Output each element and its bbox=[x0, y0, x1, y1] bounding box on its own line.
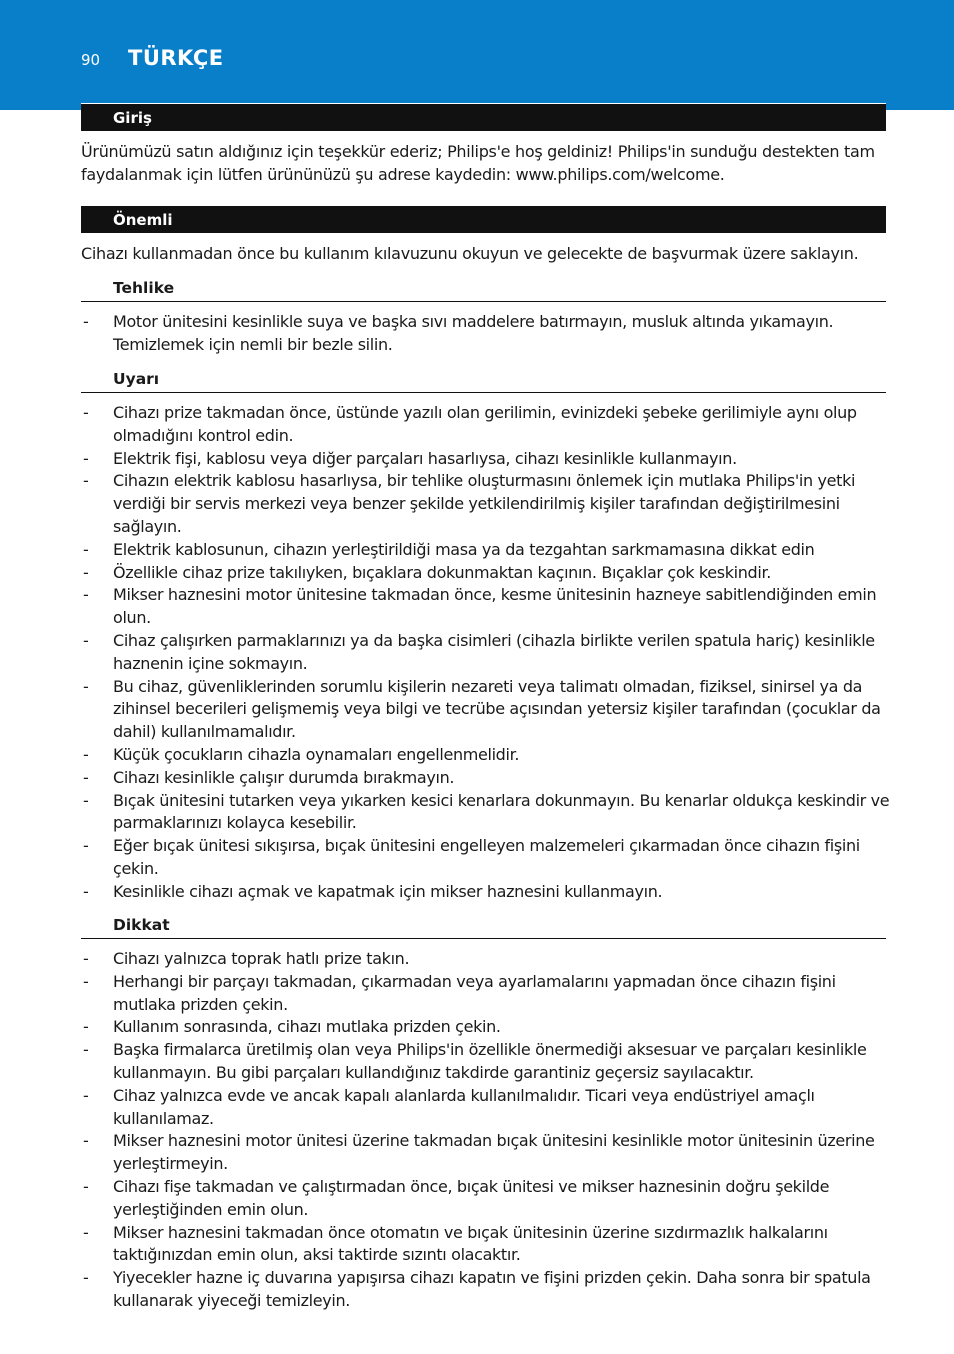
list-item-text: Cihazı prize takmadan önce, üstünde yazılı olan gerilimin, evinizdeki şebeke gerilimiyle aynı olup olmadığını kontrol edin. bbox=[113, 403, 857, 445]
list-item bbox=[81, 790, 891, 836]
list-item-text: Kullanım sonrasında, cihazı mutlaka prizden çekin. bbox=[113, 1017, 501, 1037]
bullet-dash: - bbox=[83, 403, 89, 422]
subheading-danger bbox=[81, 277, 886, 302]
bullet-dash: - bbox=[83, 1040, 89, 1060]
bullet-dash: - bbox=[83, 767, 89, 787]
list-item-text: Herhangi bir parçayı takmadan, çıkarmadan veya ayarlamalarını yapmadan önce cihazın fişini mutlaka prizden çekin. bbox=[113, 971, 836, 1014]
list-item bbox=[81, 402, 891, 448]
list-item bbox=[81, 744, 891, 767]
bullet-dash: - bbox=[83, 971, 89, 991]
list-item bbox=[81, 630, 891, 676]
list-item-text: Küçük çocukların cihazla oynamaları engellenmelidir. bbox=[113, 744, 520, 764]
list-item bbox=[81, 448, 891, 471]
list-item bbox=[81, 1176, 891, 1222]
subheading-danger-label: Tehlike bbox=[113, 279, 175, 297]
section-bar-important bbox=[81, 205, 886, 233]
list-item-text: Cihazın elektrik kablosu hasarlıysa, bir tehlike oluşturmasını önlemek için mutlaka Philips'in yetki verdiği bir servis merkezi veya benzer şekilde yetkilendirilmiş kişiler tarafından değiştirilmesini sağlayın. bbox=[113, 471, 856, 536]
subheading-warning bbox=[81, 368, 886, 393]
list-item bbox=[81, 1130, 891, 1176]
bullet-dash: - bbox=[83, 1222, 89, 1242]
bullet-dash: - bbox=[83, 448, 89, 468]
list-item-text: Cihazı fişe takmadan ve çalıştırmadan önce, bıçak ünitesi ve mikser haznesinin doğru şekilde yerleştiğinden emin olun. bbox=[113, 1176, 830, 1219]
list-item-text: Özellikle cihaz prize takılıyken, bıçaklara dokunmaktan kaçının. Bıçaklar çok keskindir. bbox=[113, 562, 771, 582]
bullet-dash: - bbox=[83, 312, 89, 331]
bullet-dash: - bbox=[83, 744, 89, 764]
list-item-text: Cihaz çalışırken parmaklarınızı ya da başka cisimleri (cihazla birlikte verilen spatula hariç) kesinlikle haznenin içine sokmayın. bbox=[113, 630, 875, 673]
list-item-text: Cihazı kesinlikle çalışır durumda bırakmayın. bbox=[113, 767, 455, 787]
danger-list bbox=[81, 311, 891, 357]
subheading-caution bbox=[81, 914, 886, 939]
list-item bbox=[81, 470, 891, 538]
list-item bbox=[81, 767, 891, 790]
list-item bbox=[81, 311, 891, 357]
list-item bbox=[81, 1222, 891, 1268]
page-number: 90 bbox=[81, 51, 101, 69]
list-item bbox=[81, 1016, 891, 1039]
list-item-text: Cihazı yalnızca toprak hatlı prize takın. bbox=[113, 949, 410, 968]
list-item-text: Bu cihaz, güvenliklerinden sorumlu kişilerin nezareti veya talimatı olmadan, fiziksel, sinirsel ya da zihinsel becerileri gelişmemiş veya bilgi ve tecrübe açısından yetersiz kişiler tarafından (çocuklar da dahil) kullanılmamalıdır. bbox=[113, 676, 881, 742]
subheading-warning-label: Uyarı bbox=[113, 370, 160, 388]
section-title-important: Önemli bbox=[113, 211, 173, 229]
bullet-dash: - bbox=[83, 1131, 89, 1151]
section-title-intro: Giriş bbox=[113, 109, 152, 127]
bullet-dash: - bbox=[83, 562, 89, 582]
list-item bbox=[81, 584, 891, 630]
important-paragraph: Cihazı kullanmadan önce bu kullanım kılavuzunu okuyun ve gelecekte de başvurmak üzere saklayın. bbox=[81, 244, 859, 263]
list-item-text: Bıçak ünitesini tutarken veya yıkarken kesici kenarlara dokunmayın. Bu kenarlar oldukça keskindir ve parmaklarınızı kolayca kesebilir. bbox=[113, 790, 890, 833]
list-item bbox=[81, 835, 891, 881]
list-item-text: Yiyecekler hazne iç duvarına yapışırsa cihazı kapatın ve fişini prizden çekin. Daha sonra bir spatula kullanarak yiyeceği temizleyin. bbox=[113, 1268, 871, 1310]
list-item-text: Elektrik kablosunun, cihazın yerleştirildiği masa ya da tezgahtan sarkmamasına dikkat edin bbox=[113, 539, 815, 559]
list-item-text: Mikser haznesini takmadan önce otomatın ve bıçak ünitesinin üzerine sızdırmazlık halkalarını taktığınızdan emin olun, aksi taktirde sızıntı olacaktır. bbox=[113, 1222, 828, 1265]
bullet-dash: - bbox=[83, 471, 89, 491]
list-item bbox=[81, 562, 891, 585]
bullet-dash: - bbox=[83, 539, 89, 559]
bullet-dash: - bbox=[83, 881, 89, 901]
list-item-text: Elektrik fişi, kablosu veya diğer parçaları hasarlıysa, cihazı kesinlikle kullanmayın. bbox=[113, 448, 737, 468]
bullet-dash: - bbox=[83, 676, 89, 696]
list-item bbox=[81, 676, 891, 744]
bullet-dash: - bbox=[83, 1268, 89, 1288]
caution-list bbox=[81, 948, 891, 1313]
bullet-dash: - bbox=[83, 1085, 89, 1105]
list-item bbox=[81, 1085, 891, 1131]
bullet-dash: - bbox=[83, 585, 89, 605]
list-item bbox=[81, 1039, 891, 1085]
warning-list bbox=[81, 402, 891, 904]
bullet-dash: - bbox=[83, 836, 89, 856]
bullet-dash: - bbox=[83, 630, 89, 650]
list-item-text: Kesinlikle cihazı açmak ve kapatmak için mikser haznesini kullanmayın. bbox=[113, 881, 663, 901]
list-item bbox=[81, 971, 891, 1017]
bullet-dash: - bbox=[83, 949, 89, 968]
list-item bbox=[81, 881, 891, 904]
list-item-text: Başka firmalarca üretilmiş olan veya Philips'in özellikle önermediği aksesuar ve parçaları kesinlikle kullanmayın. Bu gibi parçaları kullandığınız takdirde garantiniz geçersiz sayılacaktır. bbox=[113, 1040, 867, 1082]
language-title: TÜRKÇE bbox=[128, 46, 224, 70]
section-bar-intro bbox=[81, 103, 886, 131]
list-item-text: Cihaz yalnızca evde ve ancak kapalı alanlarda kullanılmalıdır. Ticari veya endüstriyel amaçlı kullanılamaz. bbox=[113, 1085, 815, 1128]
list-item-text: Eğer bıçak ünitesi sıkışırsa, bıçak ünitesini engelleyen malzemeleri çıkarmadan önce cihazın fişini çekin. bbox=[113, 836, 860, 878]
subheading-caution-label: Dikkat bbox=[113, 916, 170, 934]
list-item bbox=[81, 948, 891, 971]
bullet-dash: - bbox=[83, 1017, 89, 1037]
intro-paragraph: Ürünümüzü satın aldığınız için teşekkür ederiz; Philips'e hoş geldiniz! Philips'in sunduğu destekten tam faydalanmak için lütfen ürününüzü şu adrese kaydedin: www.philips.com/welcome. bbox=[81, 142, 875, 184]
list-item-text: Mikser haznesini motor ünitesine takmadan önce, kesme ünitesinin hazneye sabitlendiğinden emin olun. bbox=[113, 585, 877, 628]
list-item bbox=[81, 1267, 891, 1313]
list-item-text: Mikser haznesini motor ünitesi üzerine takmadan bıçak ünitesini kesinlikle motor ünitesinin üzerine yerleştirmeyin. bbox=[113, 1131, 875, 1174]
list-item-text: Motor ünitesini kesinlikle suya ve başka sıvı maddelere batırmayın, musluk altında yıkamayın. Temizlemek için nemli bir bezle silin. bbox=[113, 312, 834, 354]
list-item bbox=[81, 539, 891, 562]
bullet-dash: - bbox=[83, 1176, 89, 1196]
bullet-dash: - bbox=[83, 790, 89, 810]
